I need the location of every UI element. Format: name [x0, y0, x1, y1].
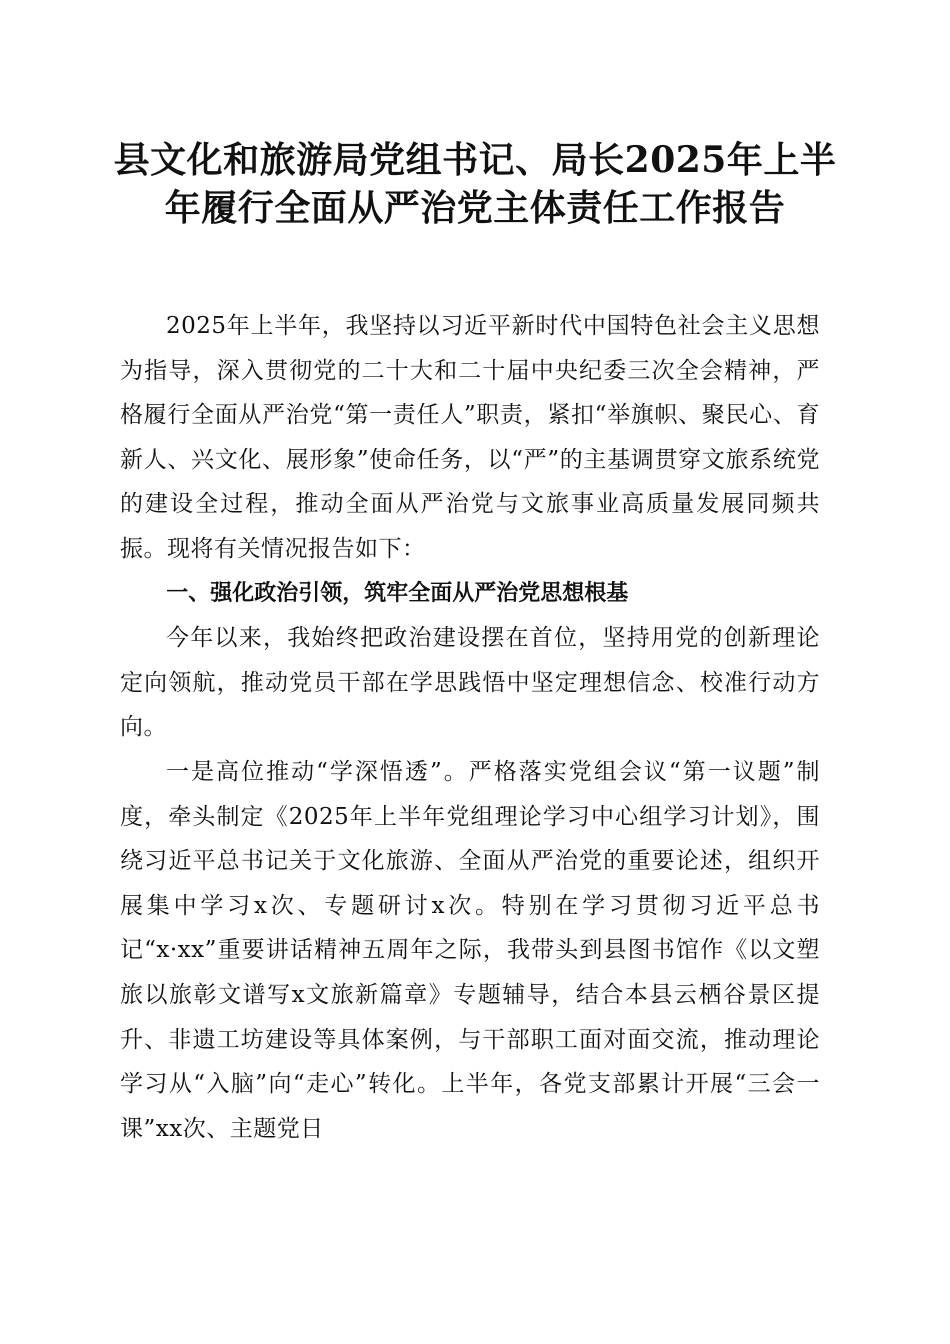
title-line-2: 年履行全面从严治党主体责任工作报告	[164, 187, 786, 229]
document-title	[110, 136, 840, 232]
section-1-point-1-paragraph: 一是高位推动“学深悟透”。严格落实党组会议“第一议题”制度，牵头制定《2025年上半年党组理论学习中心组学习计划》，围绕习近平总书记关于文化旅游、全面从严治党的重要论述，组织开展集中学习x次、专题研讨x次。特别在学习贯彻习近平总书记“x·xx”重要讲话精神五周年之际，我带头到县图书馆作《以文塑旅以旅彰文谱写x文旅新篇章》专题辅导，结合本县云栖谷景区提升、非遗工坊建设等具体案例，与干部职工面对面交流，推动理论学习从“入脑”向“走心”转化。上半年，各党支部累计开展“三会一课”xx次、主题党日	[120, 758, 820, 1142]
document-body	[120, 304, 820, 1151]
section-1-heading: 一、强化政治引领，筑牢全面从严治党思想根基	[166, 580, 629, 606]
title-line-1: 县文化和旅游局党组书记、局长2025年上半	[113, 139, 837, 181]
section-1-intro-paragraph: 今年以来，我始终把政治建设摆在首位，坚持用党的创新理论定向领航，推动党员干部在学思践悟中坚定理想信念、校准行动方向。	[120, 625, 820, 741]
intro-paragraph: 2025年上半年，我坚持以习近平新时代中国特色社会主义思想为指导，深入贯彻党的二十大和二十届中央纪委三次全会精神，严格履行全面从严治党“第一责任人”职责，紧扣“举旗帜、聚民心、育新人、兴文化、展形象”使命任务，以“严”的主基调贯穿文旅系统党的建设全过程，推动全面从严治党与文旅事业高质量发展同频共振。现将有关情况报告如下：	[120, 313, 820, 562]
